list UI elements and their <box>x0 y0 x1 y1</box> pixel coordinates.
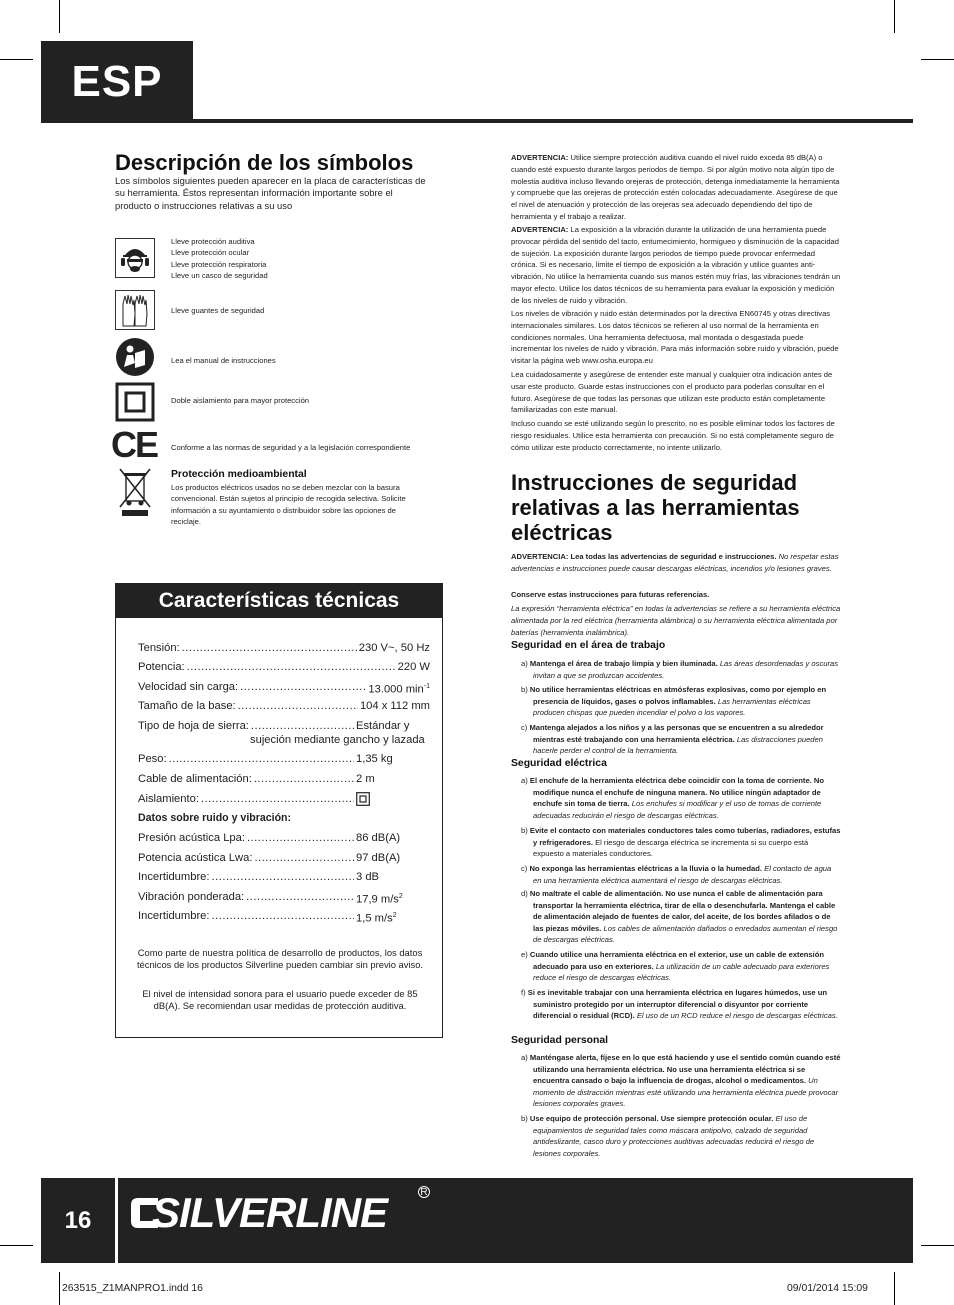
manual-text: Lea el manual de instrucciones <box>171 356 276 365</box>
spec-dots <box>254 851 354 865</box>
spec-dots <box>212 870 354 884</box>
spec-row <box>138 699 430 713</box>
item-letter: a) <box>521 776 528 785</box>
page-number: 16 <box>41 1178 115 1263</box>
spec-value-text: 1,5 m/s <box>356 912 393 925</box>
spec-sup: 2 <box>398 893 403 900</box>
spec-label: Peso: <box>138 753 167 765</box>
warning-italic: No respetar estas advertencias e instrucciones puede causar descargas eléctricas, incendios y/o lesiones graves. <box>511 552 839 573</box>
spec-row <box>138 772 430 786</box>
item-bold: No exponga las herramientas eléctricas a la lluvia o la humedad. <box>529 864 762 873</box>
item-bold: Si es inevitable trabajar con una herramienta eléctrica en lugares húmedos, use un suministro protegido por un interruptor diferencial o disyuntor por corriente diferencial o residual (RCD). <box>527 988 827 1021</box>
ppe-text <box>171 236 268 282</box>
ce-text: Conforme a las normas de seguridad y a la legislación correspondiente <box>171 443 411 452</box>
list-item <box>521 888 841 946</box>
spec-row <box>138 851 430 865</box>
spec-value: 86 dB(A) <box>356 832 401 844</box>
spec-dots <box>169 752 354 766</box>
spec-dots <box>182 641 357 655</box>
item-italic: Las áreas desordenadas y oscuras invitan a que se produzcan accidentes. <box>533 659 839 680</box>
spec-row <box>138 890 430 907</box>
spec-label: Tipo de hoja de sierra: <box>138 720 249 732</box>
item-letter: b) <box>521 826 528 835</box>
warning-label: ADVERTENCIA: <box>511 153 569 162</box>
spec-dots <box>240 680 366 697</box>
item-italic: El uso de un RCD reduce el riesgo de descargas eléctricas. <box>636 1011 838 1021</box>
manual-icon <box>115 337 155 377</box>
paragraph: Los niveles de vibración y ruido están determinados por la directiva EN60745 y otras directivas internacionales similares. Los datos técnicos se refieren al uso normal de la herramienta en condiciones normales. Una herramienta defectuosa, mal montada o desgastada puede incrementar los niveles de ruido y vibración. Para más información sobre ruido y vibración, puede visitar la página web www.osha.europa.eu <box>511 309 839 366</box>
item-italic: Un momento de distracción mientras esté utilizando una herramienta eléctrica puede provocar lesiones corporales graves. <box>533 1076 839 1109</box>
definition <box>511 603 841 638</box>
crop-mark <box>0 1245 33 1246</box>
spec-value <box>356 792 430 808</box>
spec-sup: 2 <box>392 912 397 919</box>
spec-dots <box>187 660 396 674</box>
spec-label: Vibración ponderada: <box>138 891 245 903</box>
tech-note: El nivel de intensidad sonora para el usuario puede exceder de 85 dB(A). Se recomiendan usar medidas de protección auditiva. <box>142 988 418 1011</box>
spec-row <box>138 792 430 808</box>
section-title: Seguridad eléctrica <box>511 758 607 769</box>
safety-title-line: eléctricas <box>511 520 613 545</box>
item-bold: Mantenga alejados a los niños y a las personas que se encuentren a su alrededor mientras esté trabajando con una herramienta eléctrica. <box>529 723 824 744</box>
crop-mark <box>59 1272 60 1305</box>
list-item <box>521 949 841 984</box>
general-warning <box>511 551 841 575</box>
spec-row <box>138 680 430 697</box>
slug-right: 09/01/2014 15:09 <box>787 1283 868 1294</box>
spec-label: Presión acústica Lpa: <box>138 832 245 844</box>
spec-value <box>368 680 430 697</box>
crop-mark <box>921 1245 954 1246</box>
list-item <box>521 1113 841 1159</box>
spec-label: Aislamiento: <box>138 793 199 805</box>
spec-sup: -1 <box>423 683 430 690</box>
spec-label: Tamaño de la base: <box>138 700 236 712</box>
spec-value: 230 V~, 50 Hz <box>358 642 430 654</box>
item-italic: Las herramientas eléctricas producen chispas que pueden incendiar el polvo o los vapores. <box>533 696 811 718</box>
item-letter: b) <box>521 685 528 694</box>
item-italic: La utilización de un cable adecuado para exteriores reduce el riesgo de descargas eléctricas. <box>533 961 830 983</box>
symbols-title: Descripción de los símbolos <box>115 150 414 175</box>
spec-dots <box>246 890 354 907</box>
spec-label: Incertidumbre: <box>138 871 210 883</box>
spec-value: 220 W <box>397 661 430 673</box>
item-normal: El riesgo de descarga eléctrica se incrementa si su cuerpo está expuesto a materiales conductores. <box>533 837 809 859</box>
list-item <box>521 722 841 757</box>
spec-value: 2 m <box>356 773 375 785</box>
spec-value-text: 17,9 m/s <box>356 893 399 906</box>
spec-row <box>138 909 430 926</box>
spec-value: Estándar y <box>356 720 410 732</box>
spec-value <box>356 890 430 907</box>
tech-note: Como parte de nuestra política de desarrollo de productos, los datos técnicos de los productos Silverline pueden cambiar sin previo aviso. <box>136 947 424 970</box>
tech-box <box>115 583 443 1038</box>
spec-label: Potencia: <box>138 661 185 673</box>
spec-row <box>138 719 430 733</box>
spec-row <box>138 641 430 655</box>
item-bold: Use equipo de protección personal. Use siempre protección ocular. <box>529 1114 774 1123</box>
section-title: Seguridad en el área de trabajo <box>511 640 666 651</box>
item-italic: El uso de equipamientos de seguridad tales como máscara antipolvo, calzado de seguridad antideslizante, casco duro y protecciones auditivas adecuadas reducirá el riesgo de lesiones corporales. <box>533 1114 815 1158</box>
paragraph: Lea cuidadosamente y asegúrese de entender este manual y cualquier otra indicación antes de usar este producto. Guarde estas instrucciones con el producto para poderlas consultar en el futuro. Asegúrese de que todas las personas que utilizan este producto están completamente familiarizadas con este manual. <box>511 370 833 415</box>
double-insulation-icon <box>356 792 370 806</box>
spec-row <box>138 831 430 845</box>
ppe-line: Lleve protección respiratoria <box>171 259 267 269</box>
ppe-line: Lleve protección auditiva <box>171 237 255 246</box>
item-bold: No maltrate el cable de alimentación. No use nunca el cable de alimentación para transportar la herramienta eléctrica, tirar de ella o desenchufarla. Mantenga el cable de alimentación alejado de fuentes de calor, del aceite, de los bordes afilados o de las piezas móviles. <box>529 889 836 933</box>
spec-value: 3 dB <box>356 871 380 883</box>
item-letter: d) <box>521 889 528 898</box>
ppe-line: Lleve un casco de seguridad <box>171 271 268 281</box>
spec-value-text: 13.000 min <box>368 683 424 696</box>
gloves-text: Lleve guantes de seguridad <box>171 306 265 315</box>
spec-dots <box>254 772 354 786</box>
paragraph: Incluso cuando se esté utilizando según lo prescrito, no es posible eliminar todos los factores de riesgo residuales. Utilice esta herramienta con precaución. Si no está completamente seguro de cómo utilizar este producto correctamente, no intente utilizarlo. <box>511 419 835 452</box>
warning-text: Utilice siempre protección auditiva cuando el nivel ruido exceda 85 dB(A) o cuando esté expuesto durante largos periodos de tiempo. Si por algún motivo nota algún tipo de molestia auditiva incluso llevando orejeras de protección, detenga inmediatamente la herramienta y compruebe que las orejeras de protección estén colocadas adecuadamente. Asegúrese de que el nivel de atenuación y protección de las orejeras sea adecuado dependiendo del tipo de herramienta y el trabajo a realizar. <box>511 153 840 221</box>
item-italic: Los enchufes si modificar y el uso de tomas de corriente adecuadas reducirán el riesgo de descargas eléctricas. <box>533 799 822 820</box>
crop-mark <box>921 59 954 60</box>
weee-bin-icon <box>118 467 152 517</box>
symbols-intro: Los símbolos siguientes pueden aparecer en la placa de características de su herramienta. Éstos representan información importante sobre el producto o instrucciones relativas a su uso <box>115 175 426 211</box>
list-item <box>521 987 841 1022</box>
spec-value: 104 x 112 mm <box>359 700 430 712</box>
spec-dots <box>247 831 354 845</box>
warning-vibration <box>511 224 841 307</box>
item-bold: Mantenga el área de trabajo limpia y bien iluminada. <box>529 659 718 668</box>
list-item <box>521 863 841 886</box>
item-letter: e) <box>521 950 528 959</box>
safety-title-line: relativas a las herramientas <box>511 495 800 520</box>
item-italic: Las distracciones pueden hacerle perder el control de la herramienta. <box>533 734 823 756</box>
spec-label: Tensión: <box>138 642 180 654</box>
gloves-icon <box>115 290 155 330</box>
safety-title-line: Instrucciones de seguridad <box>511 470 798 495</box>
spec-dots <box>251 719 354 733</box>
tech-title: Características técnicas <box>116 584 442 618</box>
spec-label: Potencia acústica Lwa: <box>138 852 253 864</box>
item-letter: c) <box>521 723 528 732</box>
double-insulation-text: Doble aislamiento para mayor protección <box>171 396 310 405</box>
keep-instructions <box>511 589 841 601</box>
list-item <box>521 658 841 681</box>
section-title: Seguridad personal <box>511 1035 609 1046</box>
item-bold: Manténgase alerta, fíjese en lo que está haciendo y use el sentido común cuando esté utilizando una herramienta eléctrica. No use una herramienta eléctrica si se encuentra cansado o bajo la influencia de drogas, alcohol o medicamentos. <box>529 1053 841 1086</box>
slug-left: 263515_Z1MANPRO1.indd 16 <box>62 1283 203 1294</box>
double-insulation-icon <box>115 382 155 422</box>
header-rule <box>193 119 913 123</box>
list-item <box>521 684 841 719</box>
crop-mark <box>59 0 60 33</box>
item-letter: c) <box>521 864 528 873</box>
spec-label: Cable de alimentación: <box>138 773 252 785</box>
warning-label: ADVERTENCIA: <box>511 225 569 234</box>
item-letter: a) <box>521 659 528 668</box>
ce-mark-icon: CE <box>111 424 158 465</box>
spec-value: 1,35 kg <box>356 753 393 765</box>
env-text: Los productos eléctricos usados no se deben mezclar con la basura convencional. Están sujetos al principio de recogida selectiva. Solicite información a su ayuntamiento o distribuidor sobre las opciones de reciclaje. <box>171 483 406 527</box>
spec-dots <box>212 909 354 926</box>
spec-dots <box>238 699 358 713</box>
item-bold: No utilice herramientas eléctricas en atmósferas explosivas, como por ejemplo en presencia de líquidos, gases o polvos inflamables. <box>529 685 827 706</box>
ppe-line: Lleve protección ocular <box>171 248 250 258</box>
item-bold: Cuando utilice una herramienta eléctrica en el exterior, use un cable de extensión adecuado para uso en exteriores. <box>529 950 825 971</box>
ppe-icon <box>115 238 155 278</box>
item-bold: El enchufe de la herramienta eléctrica debe coincidir con la toma de corriente. No modifique nunca el enchufe de ninguna manera. No utilice ningún adaptador de enchufe sin toma de tierra. <box>529 776 825 809</box>
list-item <box>521 825 841 860</box>
item-letter: a) <box>521 1053 528 1062</box>
crop-mark <box>894 0 895 33</box>
spec-row <box>138 752 430 766</box>
registered-mark: R <box>418 1186 430 1198</box>
list-item <box>521 775 841 821</box>
spec-dots <box>201 792 354 808</box>
spec-value: 97 dB(A) <box>356 852 401 864</box>
spec-label: Incertidumbre: <box>138 910 210 922</box>
spec-value <box>356 909 430 926</box>
item-letter: f) <box>521 988 526 997</box>
spec-row <box>138 660 430 674</box>
safety-title <box>511 470 800 545</box>
spec-row <box>138 870 430 884</box>
noise-title: Datos sobre ruido y vibración: <box>138 812 292 824</box>
warning-bold: ADVERTENCIA: Lea todas las advertencias de seguridad e instrucciones. <box>511 552 777 561</box>
spec-label: Velocidad sin carga: <box>138 681 239 693</box>
crop-mark <box>0 59 33 60</box>
list-item <box>521 1052 841 1110</box>
item-bold: Evite el contacto con materiales conductores tales como tuberías, radiadores, estufas y refrigeradores. <box>529 826 841 847</box>
definition-italic: La expresión “herramienta eléctrica” en todas la advertencias se refiere a su herramienta eléctrica alimentada por la red eléctrica (herramienta alámbrica) o su herramienta eléctrica alimentada por baterías (herramienta inalámbrica). <box>511 604 841 637</box>
item-italic: Los cables de alimentación dañados o enredados aumentan el riesgo de descargas eléctricas. <box>533 923 838 945</box>
language-tab: ESP <box>41 41 193 123</box>
brand-logo: SILVERLINE <box>152 1189 388 1236</box>
spec-value-cont: sujeción mediante gancho y lazada <box>250 734 425 746</box>
warning-hearing <box>511 152 841 223</box>
item-letter: b) <box>521 1114 528 1123</box>
crop-mark <box>894 1272 895 1305</box>
env-title: Protección medioambiental <box>171 469 307 480</box>
keep-bold: Conserve estas instrucciones para futuras referencias. <box>511 590 710 599</box>
warning-text: La exposición a la vibración durante la utilización de una herramienta puede provocar pérdida del sentido del tacto, entumecimiento, hormigueo y disminución de la capacidad de sujeción. La exposición durante largos periodos de tiempo puede provocar enfermedad crónica. Si es necesario, limite el tiempo de exposición a la vibración y utilice guantes anti-vibración. No utilice la herramienta cuando sus manos estén muy frías, las vibraciones tendrán un mayor efecto. Utilice los datos técnicos de su herramienta para evaluar la exposición y medición de los niveles de ruido y vibración. <box>511 225 841 305</box>
item-italic: El contacto de agua en una herramienta eléctrica aumentará el riesgo de descargas eléctricas. <box>533 864 832 885</box>
